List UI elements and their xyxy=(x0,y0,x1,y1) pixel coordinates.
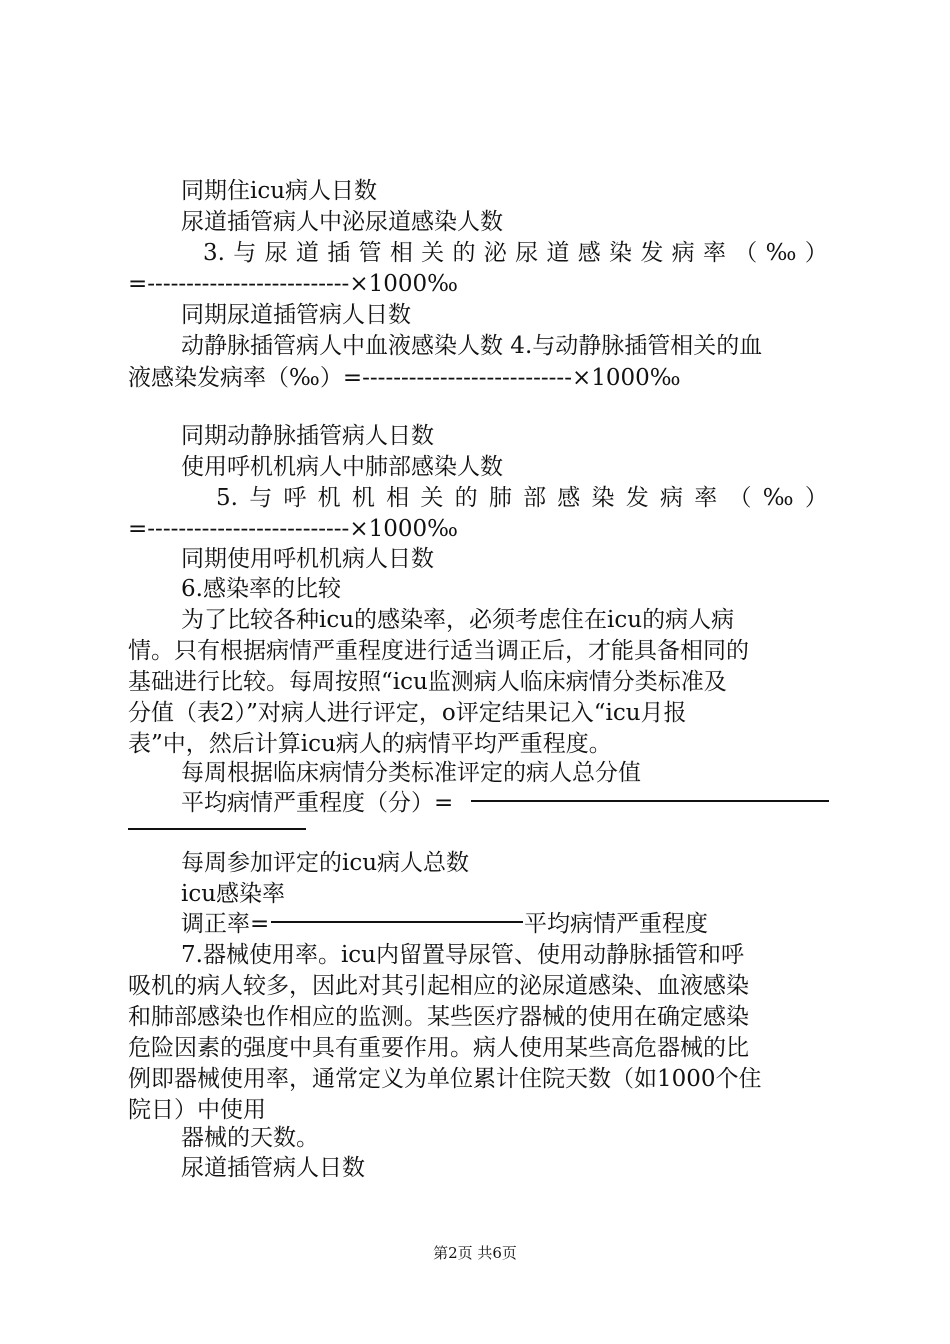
text-line: 同期动静脉插管病人日数 xyxy=(181,423,434,449)
fraction-rule xyxy=(128,828,306,830)
text-line: 每周根据临床病情分类标准评定的病人总分值 xyxy=(181,760,641,786)
page-footer: 第2页 共6页 xyxy=(433,1244,517,1262)
text-line: 使用呼机机病人中肺部感染人数 xyxy=(181,454,503,480)
paragraph-line: 例即器械使用率，通常定义为单位累计住院天数（如1000个住 xyxy=(128,1066,762,1092)
text-line: 尿道插管病人日数 xyxy=(181,1155,365,1181)
paragraph-line: 表”中，然后计算icu病人的病情平均严重程度。 xyxy=(128,731,612,757)
formula-line: 液感染发病率（‰）=---------------------------×1000‰ xyxy=(128,365,681,391)
formula-label: 平均病情严重程度（分）= xyxy=(181,790,454,816)
fraction-rule xyxy=(471,800,829,802)
fraction-rule xyxy=(271,921,523,923)
paragraph-line: 7.器械使用率。icu内留置导尿管、使用动静脉插管和呼 xyxy=(181,942,744,968)
paragraph-line: 院日）中使用 xyxy=(128,1097,266,1123)
paragraph-line: 吸机的病人较多，因此对其引起相应的泌尿道感染、血液感染 xyxy=(128,973,749,999)
formula-5-title: 5. 与 呼 机 机 相 关 的 肺 部 感 染 发 病 率 （ ‰ ） xyxy=(216,485,828,511)
text-line: 每周参加评定的icu病人总数 xyxy=(181,850,470,876)
text-line: 同期尿道插管病人日数 xyxy=(181,302,411,328)
text-line: 尿道插管病人中泌尿道感染人数 xyxy=(181,209,503,235)
text-line: icu感染率 xyxy=(181,881,286,907)
paragraph-line: 基础进行比较。每周按照“icu监测病人临床病情分类标准及 xyxy=(128,669,727,695)
section-heading: 6.感染率的比较 xyxy=(181,576,341,602)
paragraph-line: 危险因素的强度中具有重要作用。病人使用某些高危器械的比 xyxy=(128,1035,749,1061)
text-line: 同期使用呼机机病人日数 xyxy=(181,546,434,572)
text-line: 动静脉插管病人中血液感染人数 4.与动静脉插管相关的血 xyxy=(181,333,763,359)
formula-line: =--------------------------×1000‰ xyxy=(128,516,458,542)
text-line: 器械的天数。 xyxy=(181,1125,319,1151)
paragraph-line: 情。只有根据病情严重程度进行适当调正后，才能具备相同的 xyxy=(128,638,749,664)
paragraph-line: 分值（表2）”对病人进行评定，o评定结果记入“icu月报 xyxy=(128,700,687,726)
paragraph-line: 和肺部感染也作相应的监测。某些医疗器械的使用在确定感染 xyxy=(128,1004,749,1030)
paragraph-line: 为了比较各种icu的感染率，必须考虑住在icu的病人病 xyxy=(181,607,735,633)
formula-3-title: 3. 与 尿 道 插 管 相 关 的 泌 尿 道 感 染 发 病 率 （ ‰ ） xyxy=(203,240,828,266)
formula-line: =--------------------------×1000‰ xyxy=(128,271,458,297)
formula-label: 调正率= xyxy=(181,911,270,937)
text-line: 同期住icu病人日数 xyxy=(181,178,378,204)
text-line: 平均病情严重程度 xyxy=(524,911,708,937)
